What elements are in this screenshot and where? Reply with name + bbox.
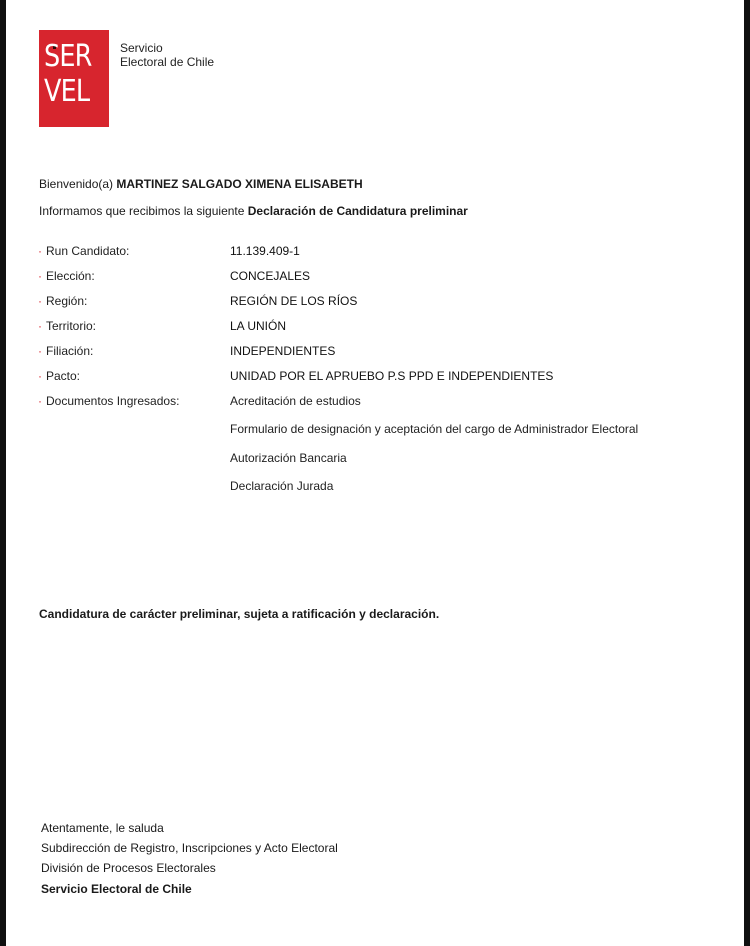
field-value-run: 11.139.409-1	[230, 244, 300, 258]
label-text: Filiación:	[46, 344, 94, 358]
field-label-territorio: · Territorio:	[38, 319, 97, 333]
servel-logo	[39, 30, 109, 127]
preliminary-notice: Candidatura de carácter preliminar, sujeta a ratificación y declaración.	[39, 607, 440, 621]
label-text: Elección:	[46, 269, 95, 283]
intro-bold: Declaración de Candidatura preliminar	[247, 204, 468, 218]
brand-line-1: Servicio	[120, 41, 163, 55]
field-value-pacto: UNIDAD POR EL APRUEBO P.S PPD E INDEPENDIENTES	[230, 369, 554, 383]
document-item: Acreditación de estudios	[230, 394, 361, 408]
label-text: Pacto:	[46, 369, 81, 383]
logo-line-1: SER	[44, 39, 92, 74]
label-text: Run Candidato:	[46, 244, 130, 258]
brand-name	[120, 41, 214, 69]
field-label-region: · Región:	[38, 294, 88, 308]
field-value-region: REGIÓN DE LOS RÍOS	[230, 294, 358, 308]
recipient-name: MARTINEZ SALGADO XIMENA ELISABETH	[116, 177, 363, 191]
greeting	[39, 177, 363, 191]
label-text: Documentos Ingresados:	[46, 394, 180, 408]
brand-line-2: Electoral de Chile	[120, 55, 215, 69]
signature-line-4: Servicio Electoral de Chile	[41, 882, 192, 896]
signature-line-3: División de Procesos Electorales	[41, 861, 216, 875]
field-label-filiacion: · Filiación:	[38, 344, 94, 358]
intro-text	[39, 204, 468, 218]
field-label-eleccion: · Elección:	[38, 269, 95, 283]
field-label-pacto: · Pacto:	[38, 369, 81, 383]
field-label-run: · Run Candidato:	[38, 244, 130, 258]
document-item: Autorización Bancaria	[230, 451, 347, 465]
label-text: Territorio:	[46, 319, 97, 333]
label-text: Región:	[46, 294, 88, 308]
document-item: Declaración Jurada	[230, 479, 334, 493]
field-value-territorio: LA UNIÓN	[230, 319, 287, 333]
document-item: Formulario de designación y aceptación del cargo de Administrador Electoral	[230, 422, 639, 436]
greeting-prefix: Bienvenido(a)	[39, 177, 117, 191]
intro-plain: Informamos que recibimos la siguiente	[39, 204, 248, 218]
signature-line-2: Subdirección de Registro, Inscripciones y Acto Electoral	[41, 841, 338, 855]
logo-line-2: VEL	[44, 74, 90, 109]
field-value-filiacion: INDEPENDIENTES	[230, 344, 336, 358]
document-page	[6, 0, 744, 946]
field-value-eleccion: CONCEJALES	[230, 269, 311, 283]
field-label-documentos: · Documentos Ingresados:	[38, 394, 180, 408]
signature-line-1: Atentamente, le saluda	[41, 821, 164, 835]
